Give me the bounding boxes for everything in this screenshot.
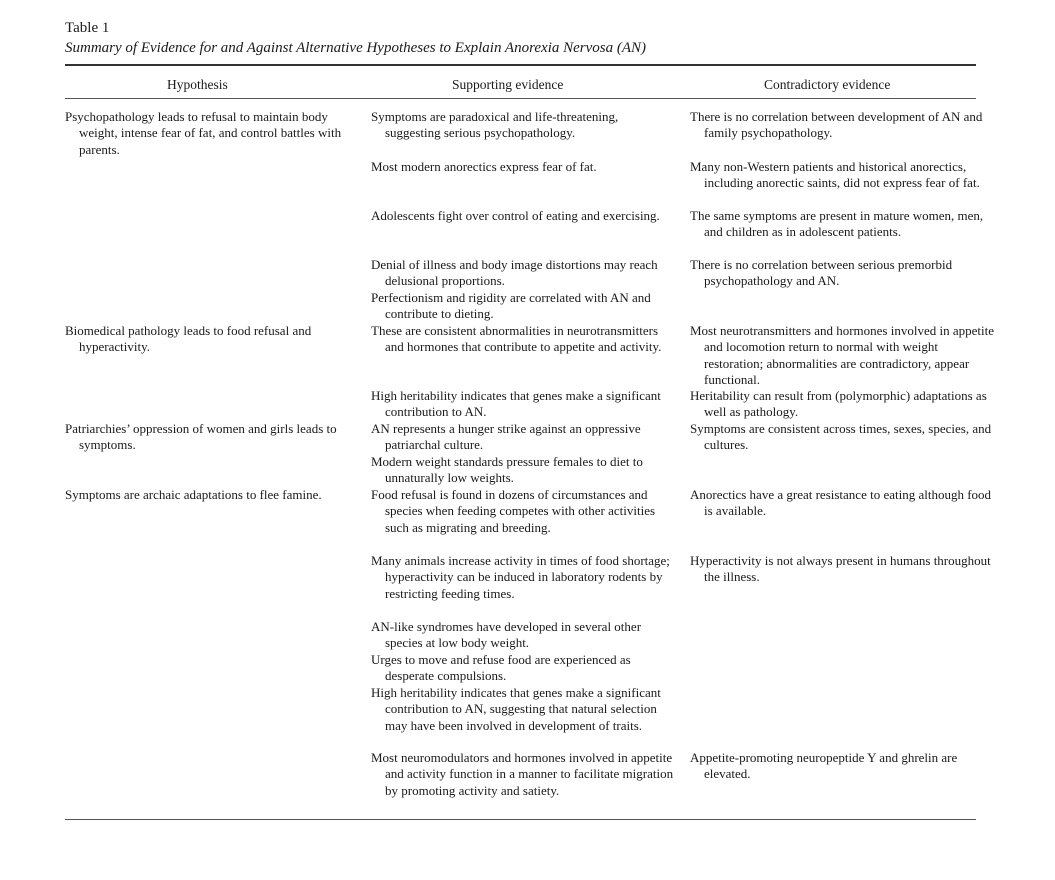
supporting-cell: Most modern anorectics express fear of fat. — [371, 159, 597, 174]
supporting-cell: Symptoms are paradoxical and life-threatening, suggesting serious psychopathology. — [371, 109, 619, 141]
supporting-cell: Denial of illness and body image distortions may reach delusional proportions. — [371, 257, 658, 289]
hypothesis-cell: Psychopathology leads to refusal to maintain body weight, intense fear of fat, and control battles with parents. — [65, 109, 342, 157]
supporting-cell: Modern weight standards pressure females to diet to unnaturally low weights. — [371, 454, 643, 486]
hypothesis-cell: Biomedical pathology leads to food refusal and hyperactivity. — [65, 323, 312, 355]
contradictory-cell: Symptoms are consistent across times, sexes, species, and cultures. — [690, 421, 992, 453]
supporting-cell: Perfectionism and rigidity are correlated with AN and contribute to dieting. — [371, 290, 651, 322]
supporting-cell: AN-like syndromes have developed in several other species at low body weight. — [371, 619, 642, 651]
supporting-cell: Most neuromodulators and hormones involved in appetite and activity function in a manner to facilitate migration by promoting activity and satiety. — [371, 750, 674, 798]
table-title: Summary of Evidence for and Against Alternative Hypotheses to Explain Anorexia Nervosa (AN) — [65, 40, 647, 56]
contradictory-cell: Many non-Western patients and historical anorectics, including anorectic saints, did not express fear of fat. — [690, 159, 980, 191]
contradictory-cell: Hyperactivity is not always present in humans throughout the illness. — [690, 553, 991, 585]
contradictory-cell: There is no correlation between development of AN and family psychopathology. — [690, 109, 983, 141]
header-contradictory: Contradictory evidence — [764, 77, 891, 92]
hypothesis-cell: Symptoms are archaic adaptations to flee famine. — [65, 487, 322, 502]
contradictory-cell: There is no correlation between serious premorbid psychopathology and AN. — [690, 257, 953, 289]
supporting-cell: High heritability indicates that genes make a significant contribution to AN. — [371, 388, 661, 420]
table-container — [65, 18, 994, 820]
supporting-cell: AN represents a hunger strike against an oppressive patriarchal culture. — [371, 421, 641, 453]
contradictory-cell: The same symptoms are present in mature women, men, and children as in adolescent patients. — [690, 208, 984, 240]
supporting-cell: Adolescents fight over control of eating and exercising. — [371, 208, 660, 223]
supporting-cell: Food refusal is found in dozens of circumstances and species when feeding competes with other activities such as migrating and breeding. — [371, 487, 656, 535]
hypothesis-cell: Patriarchies’ oppression of women and girls leads to symptoms. — [65, 421, 337, 453]
supporting-cell: Many animals increase activity in times of food shortage; hyperactivity can be induced in laboratory rodents by restricting feeding times. — [371, 553, 670, 601]
supporting-cell: These are consistent abnormalities in neurotransmitters and hormones that contribute to appetite and activity. — [371, 323, 662, 355]
contradictory-cell: Appetite-promoting neuropeptide Y and ghrelin are elevated. — [690, 750, 958, 782]
table-header — [65, 66, 976, 98]
contradictory-cell: Anorectics have a great resistance to eating although food is available. — [690, 487, 992, 519]
contradictory-cell: Heritability can result from (polymorphic) adaptations as well as pathology. — [690, 388, 987, 420]
supporting-cell: High heritability indicates that genes make a significant contribution to AN, suggesting that natural selection may have been involved in development of traits. — [371, 685, 661, 733]
table-label: Table 1 — [65, 20, 110, 36]
supporting-cell: Urges to move and refuse food are experienced as desperate compulsions. — [371, 652, 631, 684]
table-body — [65, 99, 994, 819]
bottom-rule — [65, 819, 976, 820]
header-supporting: Supporting evidence — [452, 77, 564, 92]
header-hypothesis: Hypothesis — [167, 77, 228, 92]
contradictory-cell: Most neurotransmitters and hormones involved in appetite and locomotion return to normal with weight restoration; abnormalities are contradictory, appear functional. — [690, 323, 994, 388]
